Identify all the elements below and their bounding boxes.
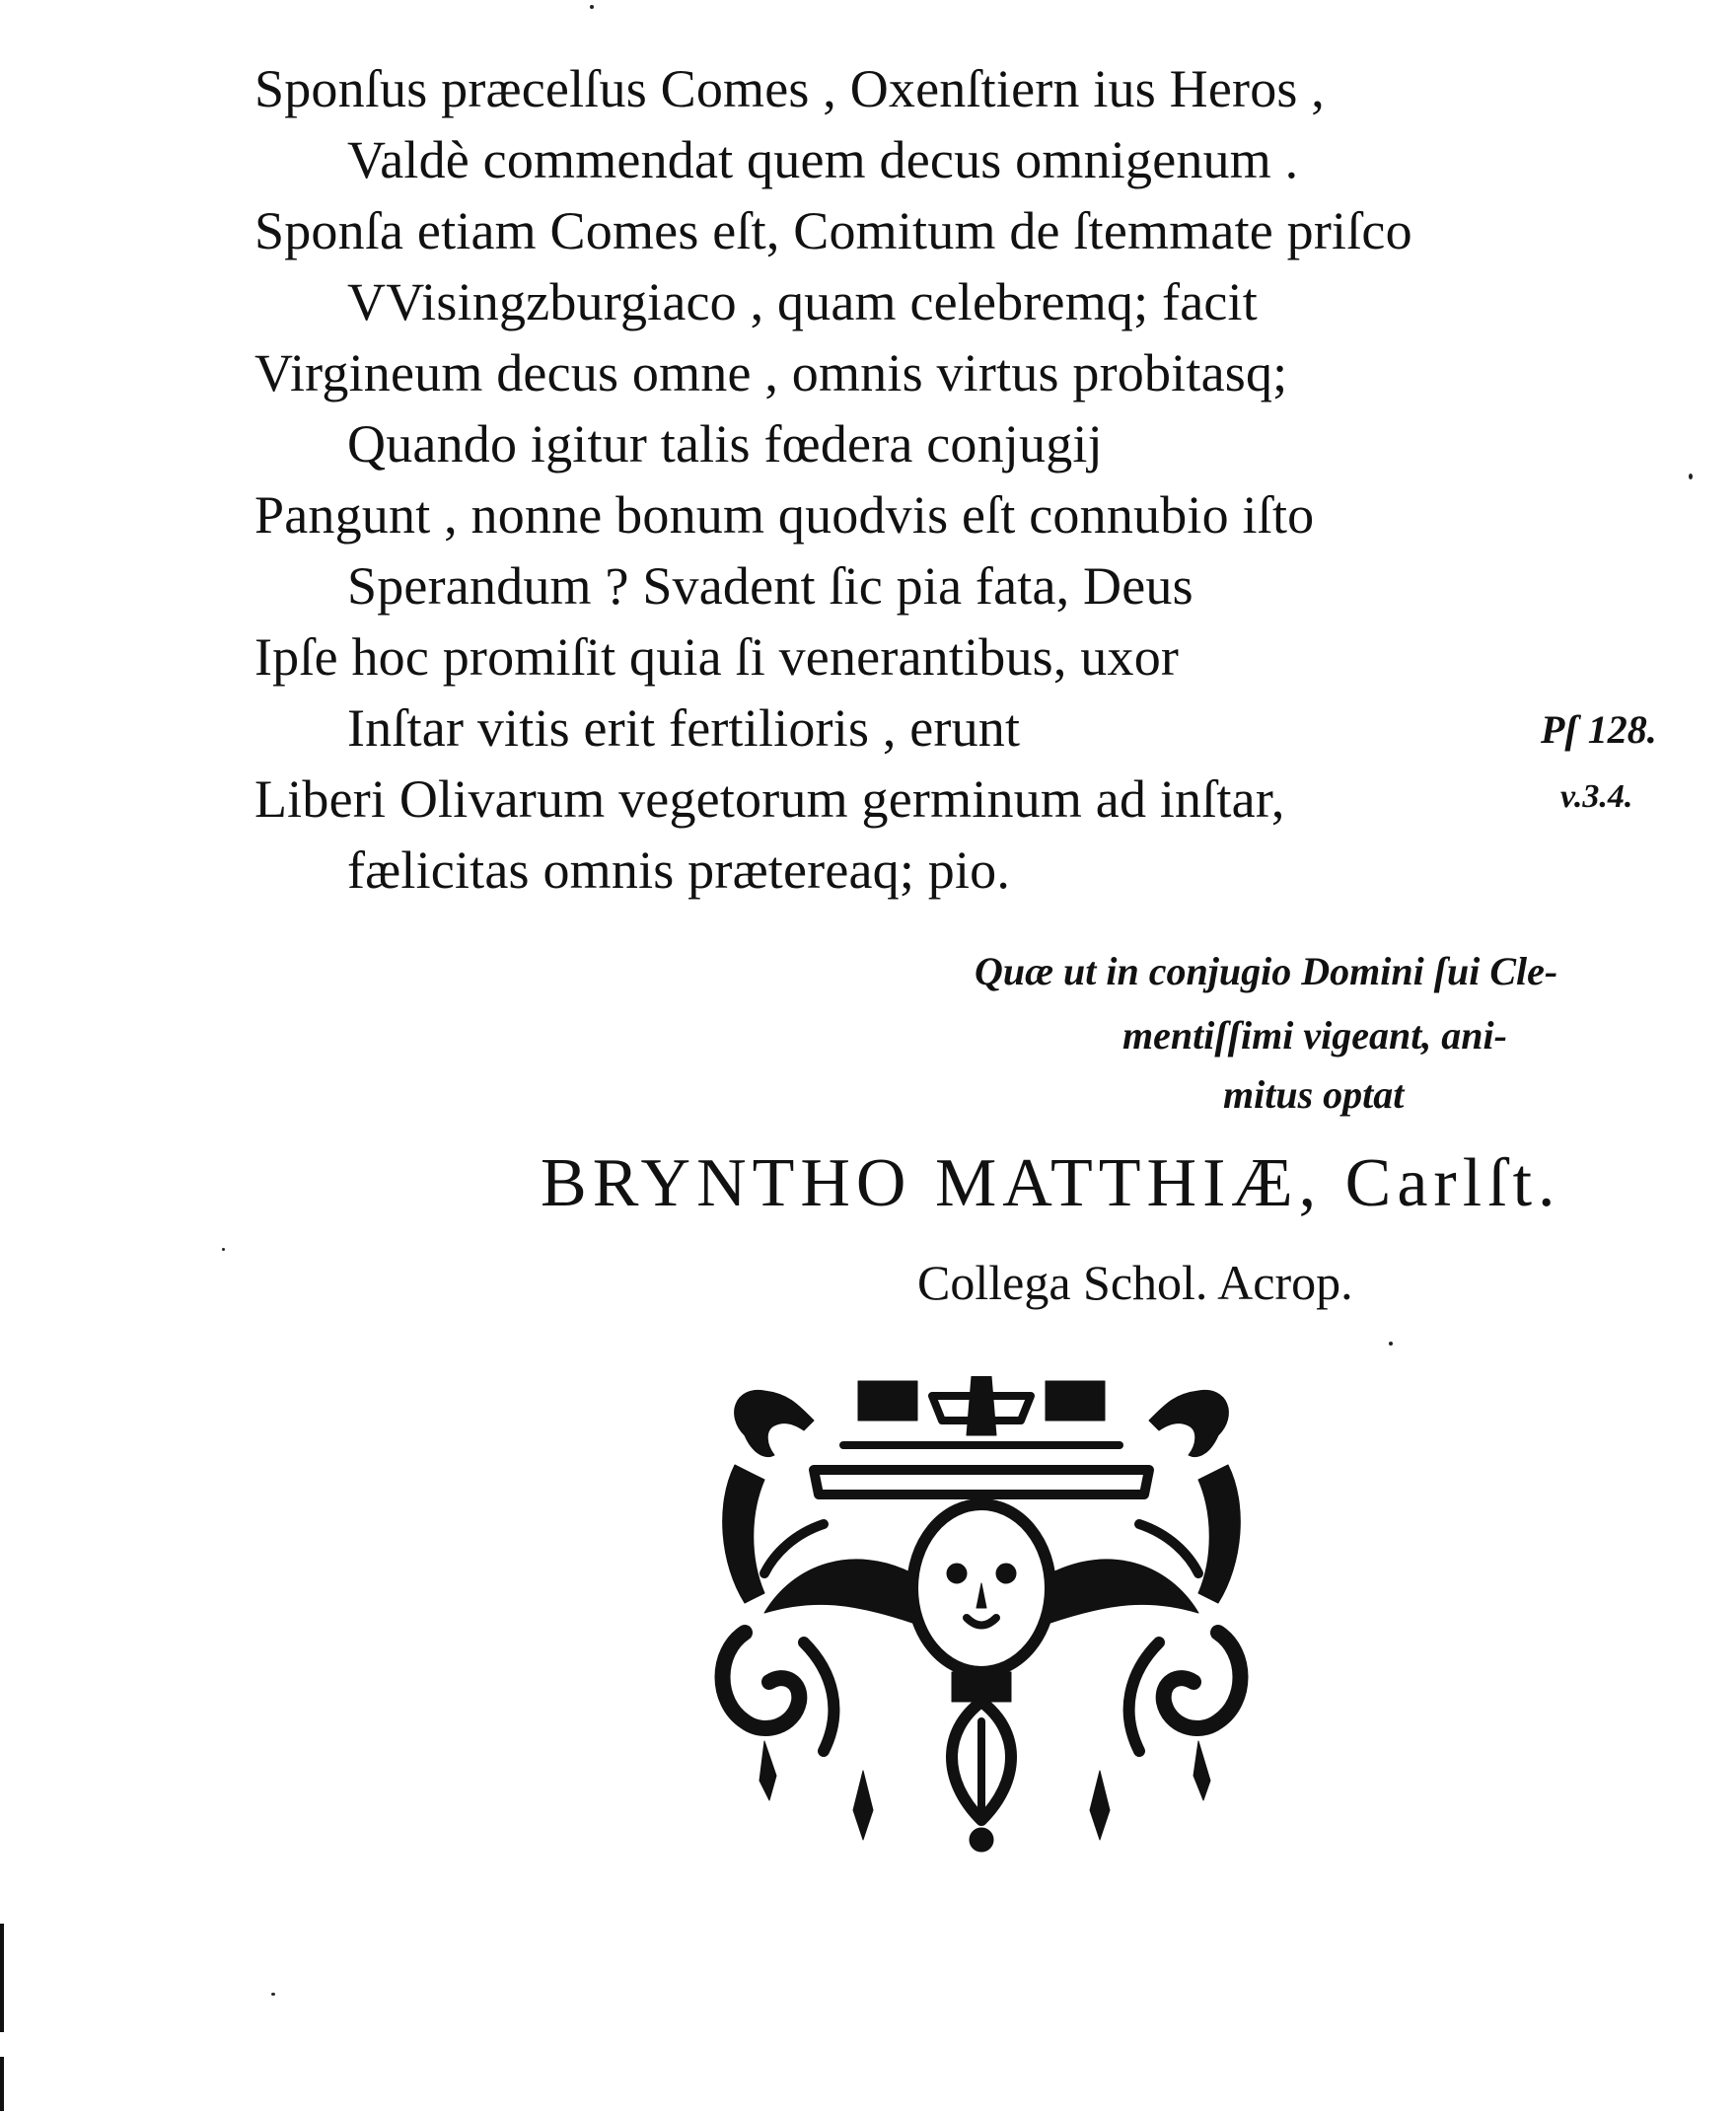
scan-speck [222,1248,225,1251]
dedication-line-3: mitus optat [1223,1072,1405,1117]
poem-line-8: Sperandum ? Svadent ſic pia fata, Deus [347,556,1194,616]
poem-line-6: Quando igitur talis fœdera conjugij [347,414,1103,474]
dedication-line-2: mentiſſimi vigeant, ani- [1122,1013,1507,1058]
poem-line-9: Ipſe hoc promiſit quia ſi venerantibus, uxor [254,627,1180,687]
scan-speck [590,5,594,9]
dedication-line-1: Quæ ut in conjugio Domini ſui Cle- [975,949,1558,993]
page-edge-mark [0,2057,4,2111]
poem-line-4: VVisingzburgiaco , quam celebremq; facit [347,272,1258,331]
poem-line-5: Virgineum decus omne , omnis virtus probitasq; [254,343,1288,402]
poem-line-11: Liberi Olivarum vegetorum germinum ad inſtar, [254,769,1285,829]
psalm-reference: Pſ 128. [1541,707,1657,752]
scan-speck [1689,474,1693,479]
poem-line-10: Inſtar vitis erit fertilioris , erunt [347,698,1021,758]
poem-line-1: Sponſus præcelſus Comes , Oxenſtiern ius Heros , [254,59,1326,118]
poem-line-2: Valdè commendat quem decus omnigenum . [347,130,1299,189]
poem-line-12: fælicitas omnis prætereaq; pio. [347,840,1011,900]
scan-speck [271,1993,275,1996]
verse-reference: v.3.4. [1560,778,1633,815]
page-edge-mark [0,1924,4,2032]
poem-line-3: Sponſa etiam Comes eſt, Comitum de ſtemmate priſco [254,201,1412,260]
author-name: BRYNTHO MATTHIÆ, Carlſt. [541,1145,1561,1221]
scan-speck [1389,1342,1393,1346]
heraldic-eagles-mask-ornament-icon [705,1376,1258,1860]
poem-line-7: Pangunt , nonne bonum quodvis eſt connubio iſto [254,485,1315,545]
author-role: Collega Schol. Acrop. [917,1255,1353,1310]
